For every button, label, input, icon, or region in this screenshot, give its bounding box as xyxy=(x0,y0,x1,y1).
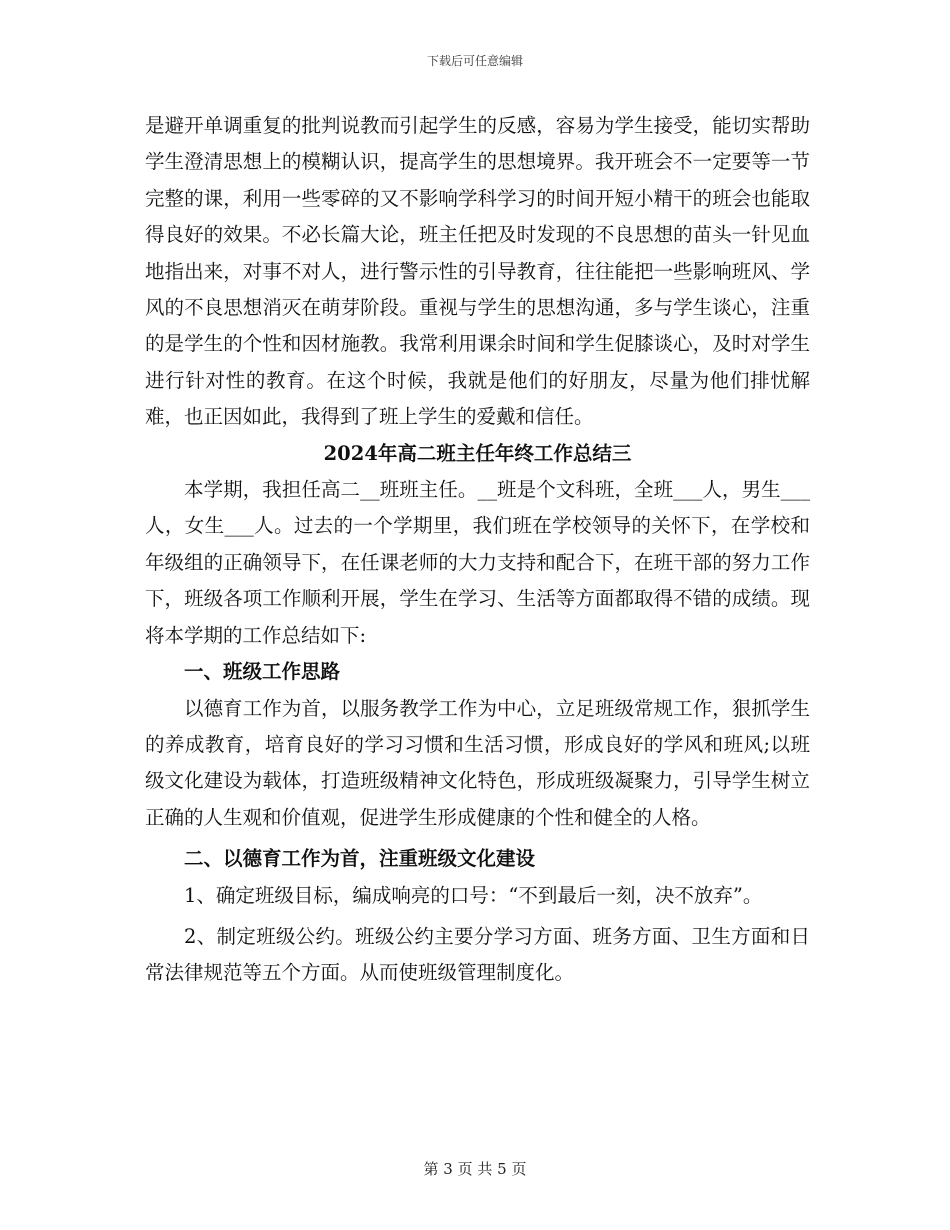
section-heading: 二、以德育工作为首，注重班级文化建设 xyxy=(184,847,536,871)
list-item: 1、确定班级目标，编成响亮的口号：“不到最后一刻，决不放弃”。 xyxy=(184,883,763,907)
page-number: 第 3 页 共 5 页 xyxy=(423,1160,527,1178)
page-header: 下载后可任意编辑 xyxy=(426,54,523,68)
document-title: 2024年高二班主任年终工作总结三 xyxy=(323,441,632,465)
list-item: 2、制定班级公约。班级公约主要分学习方面、班务方面、卫生方面和日常法律规范等五个方面。从而使班级管理制度化。 xyxy=(145,924,810,985)
body-paragraph: 以德育工作为首，以服务教学工作为中心，立足班级常规工作，狠抓学生的养成教育，培育良好的学习习惯和生活习惯，形成良好的学风和班风;以班级文化建设为载体，打造班级精神文化特色，形成班级凝聚力，引导学生树立正确的人生观和价值观，促进学生形成健康的个性和健全的人格。 xyxy=(145,696,810,829)
body-paragraph: 是避开单调重复的批判说教而引起学生的反感，容易为学生接受，能切实帮助学生澄清思想上的模糊认识，提高学生的思想境界。我开班会不一定要等一节完整的课，利用一些零碎的又不影响学科学习的时间开短小精干的班会也能取得良好的效果。不必长篇大论，班主任把及时发现的不良思想的苗头一针见血地指出来，对事不对人，进行警示性的引导教育，往往能把一些影响班风、学风的不良思想消灭在萌芽阶段。重视与学生的思想沟通，多与学生谈心，注重的是学生的个性和因材施教。我常利用课余时间和学生促膝谈心，及时对学生进行针对性的教育。在这个时候，我就是他们的好朋友，尽量为他们排忧解难，也正因如此，我得到了班上学生的爱戴和信任。 xyxy=(145,114,810,429)
body-paragraph: 本学期，我担任高二__班班主任。__班是个文科班，全班___人，男生___人，女生___人。过去的一个学期里，我们班在学校领导的关怀下，在学校和年级组的正确领导下，在任课老师的大力支持和配合下，在班干部的努力工作下，班级各项工作顺利开展，学生在学习、生活等方面都取得不错的成绩。现将本学期的工作总结如下: xyxy=(145,478,810,647)
section-heading: 一、班级工作思路 xyxy=(184,660,341,684)
document-body xyxy=(145,108,810,992)
